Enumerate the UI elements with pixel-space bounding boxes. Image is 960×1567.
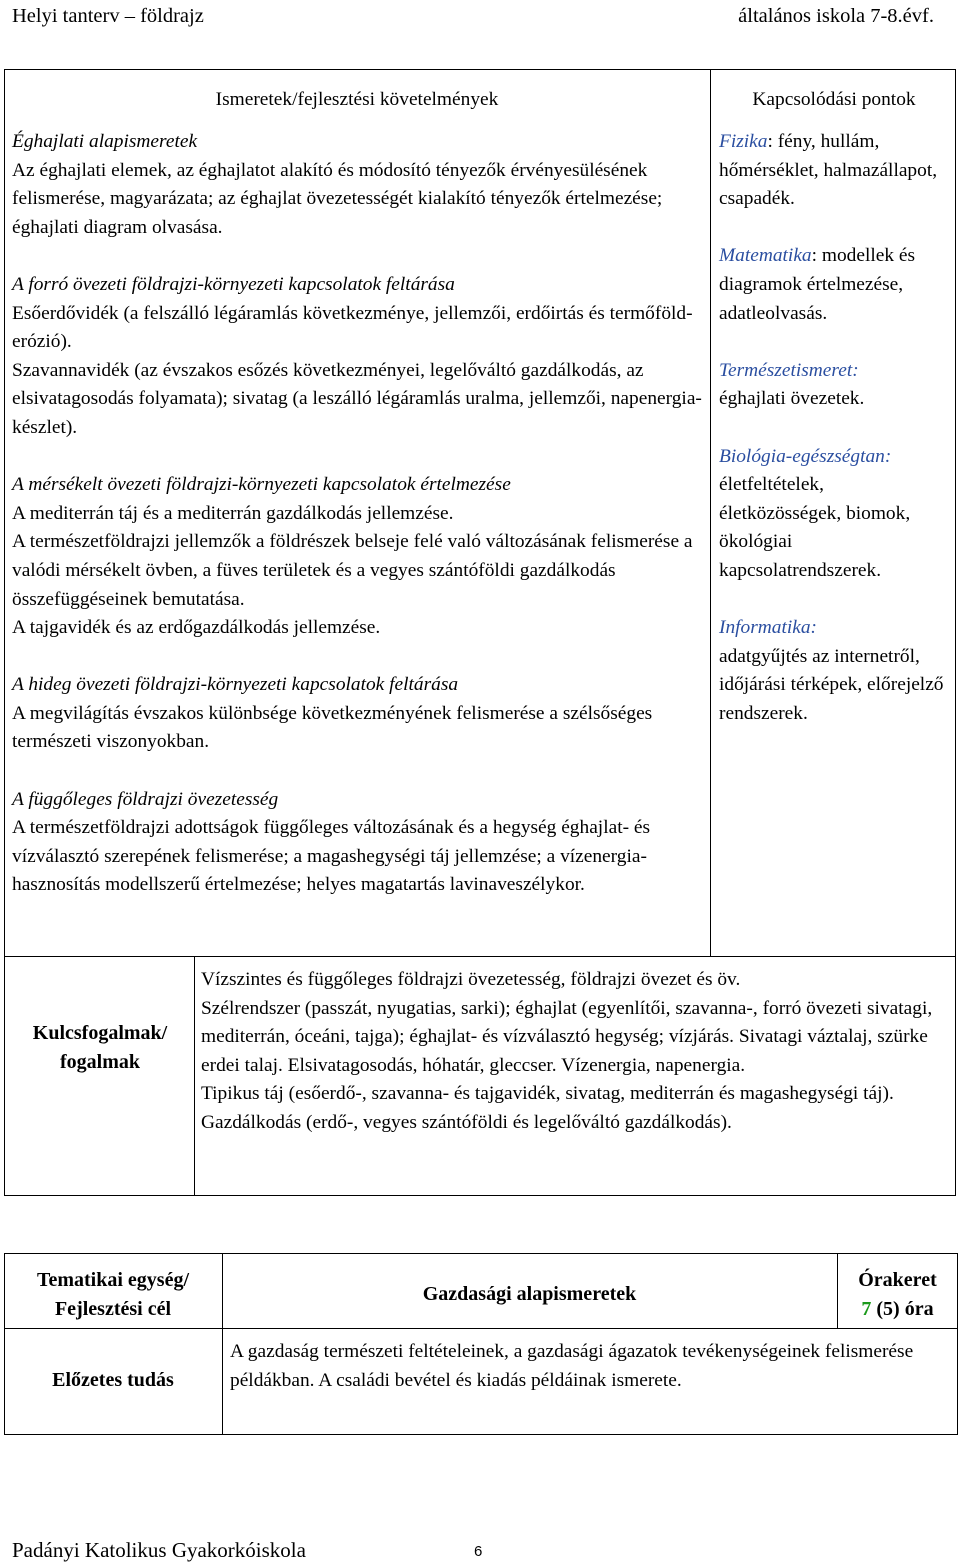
connection-informatics [719, 614, 951, 728]
subject-name: Matematika [719, 245, 812, 267]
hours-rest: (5) óra [871, 1298, 934, 1320]
key-concepts-label-line: fogalmak [60, 1051, 140, 1073]
section-climate-basics [12, 128, 702, 242]
section-cold-zone [12, 671, 702, 757]
connection-text: modellek és diagramok értelmezése, adatleolvasás. [719, 245, 916, 324]
key-concepts-label-line: Kulcsfogalmak/ [32, 1022, 168, 1044]
key-concepts-label [6, 1019, 194, 1077]
section-paragraph: Szavannavidék (az évszakos esőzés következményei, legelőváltó gazdálkodás, az elsivatagosodás folyamata); sivatag (a leszálló légáramlás uralma, jellemzői, napenergia-készlet). [12, 359, 702, 438]
col-header-requirements: Ismeretek/fejlesztési követelmények [215, 89, 499, 110]
key-concepts-paragraph: Gazdálkodás (erdő-, vegyes szántóföldi és legelőváltó gazdálkodás). [201, 1111, 732, 1133]
unit-title: Gazdasági alapismeretek [422, 1283, 637, 1305]
section-paragraph: A természetföldrajzi jellemzők a földrészek belseje felé való változásának felismerése a valódi mérsékelt övben, a füves területek és a vegyes szántóföldi gazdálkodás összefüggéseinek bemutatása. [12, 531, 693, 610]
column-divider [710, 69, 711, 956]
connection-text: adatgyűjtés az internetről, időjárási térképek, előrejelző rendszerek. [719, 645, 944, 724]
connection-biology [719, 443, 951, 586]
requirements-content [12, 128, 702, 929]
section-paragraph: A természetföldrajzi adottságok függőleges változásának és a hegység éghajlat- és vízválasztó szerepének felismerése; a magashegységi táj jellemzése; a vízenergia-hasznosítás modellszerű értelmezése; helyes magatartás lavinaveszélykor. [12, 817, 651, 896]
connection-physics [719, 128, 951, 214]
row-divider [4, 956, 956, 957]
connection-math [719, 242, 951, 328]
subject-name: Informatika: [719, 617, 818, 639]
connection-text: életfeltételek, életközösségek, biomok, ökológiai kapcsolatrendszerek. [719, 474, 911, 581]
section-paragraph: A mediterrán táj és a mediterrán gazdálkodás jellemzése. [12, 502, 454, 524]
connection-text: fény, hullám, hőmérséklet, halmazállapot, csapadék. [719, 131, 938, 210]
section-title: A függőleges földrajzi övezetesség [12, 788, 279, 810]
hours-main: 7 [861, 1298, 872, 1320]
section-title: A mérsékelt övezeti földrajzi-környezeti kapcsolatok értelmezése [12, 474, 511, 496]
section-title: A hideg övezeti földrajzi-környezeti kapcsolatok feltárása [12, 674, 459, 696]
section-paragraph: A tajgavidék és az erdőgazdálkodás jellemzése. [12, 617, 381, 639]
prior-knowledge-text: A gazdaság természeti feltételeinek, a gazdasági ágazatok tevékenységeinek felismerése példákban. A családi bevétel és kiadás példáinak ismerete. [230, 1341, 914, 1391]
prior-knowledge-label: Előzetes tudás [52, 1369, 174, 1391]
subject-name: Természetismeret: [719, 359, 859, 381]
connections-content [719, 128, 951, 757]
connection-science [719, 357, 951, 414]
subject-separator: : [811, 245, 818, 267]
unit-table-row-divider [4, 1328, 958, 1329]
footer-school: Padányi Katolikus Gyakorkóiskola [12, 1538, 306, 1562]
hours-cell [837, 1266, 958, 1324]
key-concepts-paragraph: Vízszintes és függőleges földrajzi övezetesség, földrajzi övezet és öv. [201, 969, 741, 990]
key-concepts-text [201, 966, 953, 1138]
connection-text: éghajlati övezetek. [719, 388, 865, 410]
section-hot-zone [12, 271, 702, 443]
section-title: A forró övezeti földrajzi-környezeti kapcsolatok feltárása [12, 273, 455, 295]
section-paragraph: A megvilágítás évszakos különbsége következményének felismerése a szélsőséges természeti viszonyokban. [12, 702, 653, 753]
section-paragraph: Esőerdővidék (a felszálló légáramlás következménye, jellemzői, erdőirtás és termőföld-erózió). [12, 302, 693, 353]
unit-label-line: Fejlesztési cél [54, 1298, 172, 1320]
section-paragraph: Az éghajlati elemek, az éghajlatot alakító és módosító tényezők érvényesülésének felismerése, magyarázata; az éghajlat övezetességét kialakító tényezők értelmezése; éghajlati diagram olvasása. [12, 159, 663, 238]
key-concepts-divider [194, 956, 195, 1196]
key-concepts-paragraph: Tipikus táj (esőerdő-, szavanna- és tajgavidék, sivatag, mediterrán és magashegységi táj). [201, 1083, 894, 1105]
subject-separator: : [767, 131, 773, 152]
header-right: általános iskola 7-8.évf. [738, 5, 934, 27]
unit-label-line: Tematikai egység/ [36, 1269, 190, 1291]
header-left: Helyi tanterv – földrajz [12, 5, 204, 27]
subject-name: Fizika [719, 131, 768, 152]
page-number: 6 [474, 1543, 483, 1560]
section-temperate-zone [12, 471, 702, 643]
hours-label: Órakeret [858, 1269, 937, 1291]
subject-name: Biológia-egészségtan: [719, 445, 892, 467]
section-title: Éghajlati alapismeretek [12, 131, 198, 152]
key-concepts-paragraph: Szélrendszer (passzát, nyugatias, sarki); éghajlat (egyenlítői, szavanna-, forró övezeti sivatagi, mediterrán, óceáni, tajga); éghajlat- és vízválasztó hegység; vízjárás. Sivatagi váztalaj, szürke erdei talaj. Elsivatagosodás, hóhatár, gleccser. Vízenergia, napenergia. [201, 997, 933, 1076]
section-vertical-zonation [12, 786, 702, 900]
unit-label [4, 1266, 222, 1324]
col-header-connections: Kapcsolódási pontok [752, 89, 916, 110]
